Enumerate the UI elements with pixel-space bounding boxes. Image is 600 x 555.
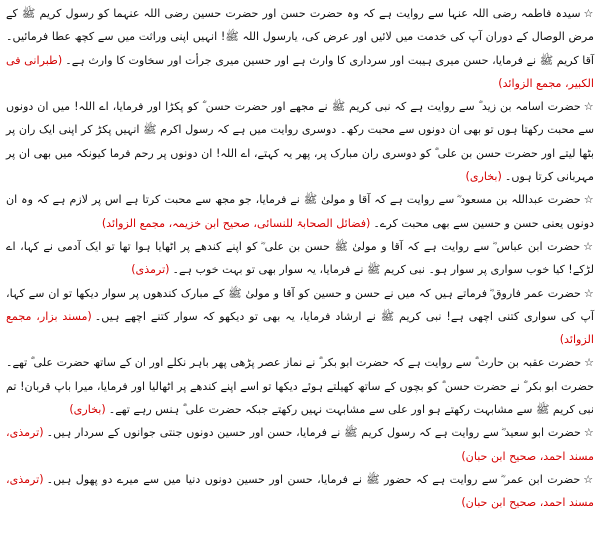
hadith-text: حضرت ابن عمر ؓ سے روایت ہے کہ حضور ﷺ نے فرمایا، حسن اور حسین دونوں دنیا میں سے میرے دو پھول ہیں۔: [46, 472, 581, 486]
hadith-reference: (طبرانی فی الکبیر، مجمع الزوائد): [6, 53, 594, 90]
hadith-text: حضرت ابن عباس ؓ سے روایت ہے کہ آقا و مولیٰ ﷺ حسن بن علی ؓ کو اپنے کندھے پر اٹھایا ہوا تھا تو ایک آدمی نے کہا، اے لڑکے! کیا خوب سواری پر سوار ہو۔ نبی کریم ﷺ نے فرمایا، یہ سوار بھی تو بہت خوب ہے۔: [6, 239, 594, 277]
star-outline-icon: ☆: [583, 7, 594, 20]
hadith-text: حضرت عقبہ بن حارث ؓ سے روایت ہے کہ حضرت ابو بکر ؓ نے نماز عصر پڑھی پھر باہر نکلے اور ان کے ساتھ حضرت علی ؓ تھے۔ حضرت ابو بکر ؓ نے حضرت حسن ؓ کو بچوں کے ساتھ کھیلتے ہوئے دیکھا تو اسے اپنے کندھے پر اٹھالیا اور فرمایا، میرا باپ قربان! تم نبی کریم ﷺ سے مشابہت رکھتے ہو اور علی سے مشابہت نہیں رکھتے جبکہ حضرت علی ؓ ہنس رہے تھے۔: [6, 356, 594, 417]
hadith-reference: (بخاری): [465, 170, 502, 184]
star-outline-icon: ☆: [584, 356, 594, 370]
hadith-paragraph: [6, 2, 594, 95]
hadith-paragraph: [6, 351, 594, 421]
hadith-paragraph: [6, 188, 594, 235]
star-outline-icon: ☆: [583, 426, 594, 440]
hadith-reference: (بخاری): [69, 403, 106, 417]
hadith-text: حضرت ابو سعید ؓ سے روایت ہے کہ رسول کریم ﷺ نے فرمایا، حسن اور حسین دونوں جنتی جوانوں کے سردار ہیں۔: [46, 426, 581, 440]
hadith-reference: (فضائل الصحابۃ للنسائی، صحیح ابن خزیمہ، مجمع الزوائد): [101, 216, 371, 230]
star-outline-icon: ☆: [583, 472, 594, 486]
star-outline-icon: ☆: [583, 193, 594, 207]
hadith-paragraph: [6, 95, 594, 188]
star-outline-icon: ☆: [583, 286, 594, 300]
hadith-reference: (ترمذی): [131, 263, 170, 277]
hadith-text: سیدہ فاطمہ رضی اللہ عنہا سے روایت ہے کہ وہ حضرت حسن اور حضرت حسین رضی اللہ عنہما کو رسول کریم ﷺ کے مرض الوصال کے دوران آپ کی خدمت میں لائیں اور عرض کی، یارسول اللہ ﷺ! انہیں اپنی وراثت میں سے کچھ عطا فرمائیں۔ آقا کریم ﷺ نے فرمایا، حسن میری ہیبت اور سرداری کا وارث ہے اور حسین میری جرأت اور سخاوت کا وارث ہے۔: [6, 7, 594, 67]
hadith-paragraph: [6, 468, 594, 515]
hadith-text: حضرت عمر فاروق ؓ فرماتے ہیں کہ میں نے حسن و حسین کو آقا و مولیٰ ﷺ کے مبارک کندھوں پر سوار دیکھا تو ان سے کہا، آپ کی سواری کتنی اچھی ہے! نبی کریم ﷺ نے ارشاد فرمایا، یہ بھی تو دیکھو کہ سوار کتنے اچھے ہیں۔: [6, 286, 594, 323]
hadith-reference: (ترمذی، مسند احمد، صحیح ابن حبان): [6, 426, 594, 463]
hadith-paragraph: [6, 421, 594, 468]
star-outline-icon: ☆: [583, 239, 594, 253]
hadith-text: حضرت اسامہ بن زید ؓ سے روایت ہے کہ نبی کریم ﷺ نے مجھے اور حضرت حسن ؓ کو پکڑا اور فرمایا، اے اللہ! میں ان دونوں سے محبت رکھتا ہوں تو بھی ان دونوں سے محبت رکھ۔ دوسری روایت میں ہے کہ رسول اکرم ﷺ انہیں پکڑ کر اپنی ایک ران پر بٹھا لیتے اور حضرت حسن بن علی ؓ کو دوسری ران مبارک پر، پھر یہ کہتے، اے اللہ! ان دونوں پر رحم فرما کیونکہ میں بھی ان پر مہربانی کرتا ہوں۔: [6, 100, 594, 184]
hadith-reference: (مسند بزار، مجمع الزوائد): [6, 309, 594, 347]
hadith-reference: (ترمذی، مسند احمد، صحیح ابن حبان): [6, 472, 594, 510]
star-outline-icon: ☆: [583, 100, 594, 114]
hadith-text: حضرت عبداللہ بن مسعود ؓ سے روایت ہے کہ آقا و مولیٰ ﷺ نے فرمایا، جو مجھ سے محبت کرتا ہے اس پر لازم ہے کہ وہ ان دونوں یعنی حسن و حسین سے بھی محبت کرے۔: [6, 193, 594, 230]
hadith-paragraph: [6, 235, 594, 282]
hadith-paragraph: [6, 282, 594, 352]
